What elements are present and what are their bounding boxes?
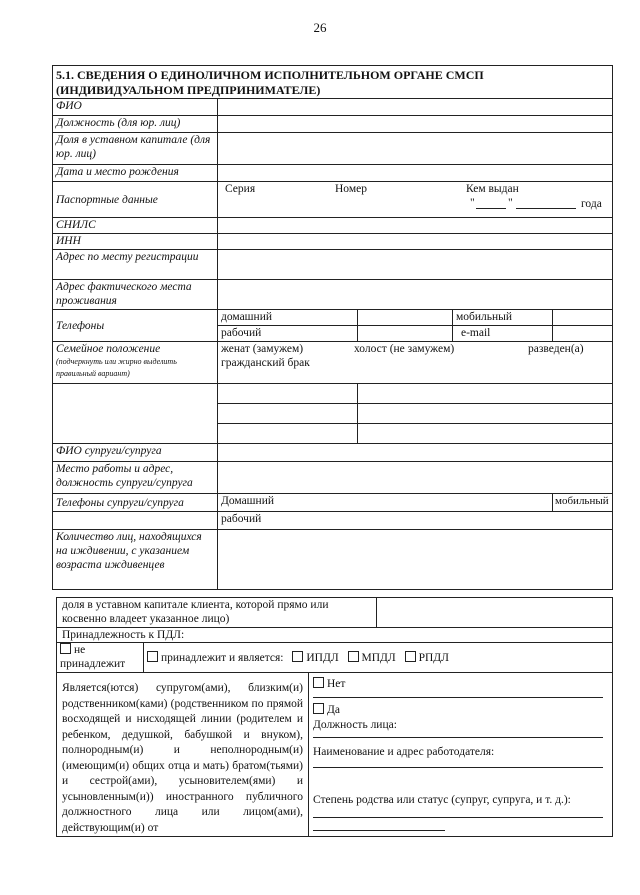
marital-civil[interactable]: гражданский брак: [221, 357, 310, 369]
inn-label: ИНН: [53, 234, 218, 250]
email-label: e-mail: [453, 326, 553, 342]
extra-cell[interactable]: [218, 424, 358, 444]
extra-cell[interactable]: [358, 404, 613, 424]
section-title: 5.1. СВЕДЕНИЯ О ЕДИНОЛИЧНОМ ИСПОЛНИТЕЛЬНОМ ОРГАНЕ СМСП (ИНДИВИДУАЛЬНОМ ПРЕДПРИНИМАТЕЛЕ): [53, 66, 613, 99]
relatives-kinship: Степень родства или статус (супруг, супруга, и т. д.):: [313, 794, 571, 806]
position-line[interactable]: [313, 737, 603, 738]
dependents-value[interactable]: [218, 530, 613, 590]
pdl-not-cell[interactable]: [57, 643, 144, 673]
email-value[interactable]: [553, 326, 613, 342]
extra-blank-label: [53, 384, 218, 444]
phone-work-value[interactable]: [358, 326, 453, 342]
passport-quote-close: ": [508, 197, 513, 209]
passport-day-line: [476, 208, 506, 209]
checkbox-icon[interactable]: [405, 651, 416, 662]
marital-single[interactable]: холост (не замужем): [354, 343, 455, 355]
relatives-position: Должность лица:: [313, 719, 397, 731]
extra-cell[interactable]: [358, 384, 613, 404]
spouse-fio-value[interactable]: [218, 444, 613, 462]
relatives-no: Нет: [327, 678, 346, 690]
phone-work-label: рабочий: [218, 326, 358, 342]
extra-cell[interactable]: [218, 384, 358, 404]
snils-label: СНИЛС: [53, 218, 218, 234]
share-owned-label: доля в уставном капитале клиента, которой прямо или косвенно владеет указанное лицо): [57, 598, 377, 628]
dependents-label: Количество лиц, находящихся на иждивении, с указанием возраста иждивенцев: [53, 530, 218, 590]
pdl-mpdl: МПДЛ: [361, 651, 396, 664]
pdl-table: [56, 597, 613, 837]
inn-value[interactable]: [218, 234, 613, 250]
passport-series: Серия: [225, 183, 256, 195]
employer-line[interactable]: [313, 767, 603, 768]
birth-value[interactable]: [218, 165, 613, 182]
spouse-phones-blank: [53, 512, 218, 530]
checkbox-icon[interactable]: [348, 651, 359, 662]
phone-home-label: домашний: [218, 310, 358, 326]
marital-divorced[interactable]: разведен(а): [528, 343, 584, 355]
pdl-rpdl: РПДЛ: [418, 651, 449, 664]
pdl-belongs-cell: [144, 643, 613, 673]
birth-label: Дата и место рождения: [53, 165, 218, 182]
checkbox-icon[interactable]: [313, 703, 324, 714]
smsp-info-table: [52, 65, 613, 590]
fio-label: ФИО: [53, 99, 218, 116]
share-owned-value[interactable]: [377, 598, 613, 628]
extra-cell[interactable]: [358, 424, 613, 444]
passport-month-line: [516, 208, 576, 209]
passport-label: Паспортные данные: [53, 182, 218, 218]
fact-address-label: Адрес фактического места проживания: [53, 280, 218, 310]
reg-address-label: Адрес по месту регистрации: [53, 250, 218, 280]
marital-label-cell: [53, 342, 218, 384]
position-value[interactable]: [218, 116, 613, 133]
reg-address-value[interactable]: [218, 250, 613, 280]
spouse-work-value[interactable]: [218, 462, 613, 494]
passport-issued: Кем выдан: [466, 183, 519, 195]
relatives-answers: [309, 673, 613, 837]
kinship-line[interactable]: [313, 817, 603, 818]
fio-value[interactable]: [218, 99, 613, 116]
share-label: Доля в уставном капитале (для юр. лиц): [53, 133, 218, 165]
spouse-phones-label: Телефоны супруги/супруга: [53, 494, 218, 512]
pdl-not-belongs: не принадлежит: [60, 644, 126, 670]
share-value[interactable]: [218, 133, 613, 165]
marital-married[interactable]: женат (замужем): [221, 343, 304, 355]
phone-home-value[interactable]: [358, 310, 453, 326]
spouse-fio-label: ФИО супруги/супруга: [53, 444, 218, 462]
passport-value[interactable]: [218, 182, 613, 218]
marital-note: (подчеркнуть или жирно выделить правильный вариант): [56, 357, 177, 378]
fact-address-value[interactable]: [218, 280, 613, 310]
page-number: 26: [313, 20, 327, 35]
divider: [313, 697, 603, 698]
relatives-text: Является(ются) супругом(ами), близким(и) родственником(ками) (родственником по прямой восходящей и нисходящей линии (родителем и ребенком, дедушкой, бабушкой и внуком), полнородным(и) и неполнородным(и) (имеющим(и) общих отца и мать) братом(тьями) и сестрой(ами), усыновителем(ями) и усыновленным(и)) иностранного публичного должностного лица или лицом(ами), действующим(и) от: [57, 673, 309, 837]
checkbox-icon[interactable]: [292, 651, 303, 662]
phone-mobile-value[interactable]: [553, 310, 613, 326]
phones-label: Телефоны: [53, 310, 218, 342]
relatives-employer: Наименование и адрес работодателя:: [313, 746, 495, 758]
position-label: Должность (для юр. лиц): [53, 116, 218, 133]
spouse-work-label: Место работы и адрес, должность супруги/супруга: [53, 462, 218, 494]
checkbox-icon[interactable]: [60, 643, 71, 654]
marital-options: [218, 342, 613, 384]
spouse-phone-mobile-label: мобильный: [553, 494, 613, 512]
passport-quote-open: ": [470, 197, 475, 209]
pdl-ipdl: ИПДЛ: [306, 651, 339, 664]
passport-year: года: [581, 198, 602, 210]
spouse-phone-work-label: рабочий: [218, 512, 613, 530]
spouse-phone-home-label: Домашний: [218, 494, 553, 512]
relatives-yes: Да: [327, 704, 340, 716]
marital-label: Семейное положение: [56, 343, 161, 355]
snils-value[interactable]: [218, 218, 613, 234]
pdl-belongs: принадлежит и является:: [161, 651, 284, 664]
checkbox-icon[interactable]: [313, 677, 324, 688]
kinship-line-2[interactable]: [313, 830, 445, 831]
passport-number: Номер: [335, 183, 367, 195]
checkbox-icon[interactable]: [147, 651, 158, 662]
phone-mobile-label: мобильный: [453, 310, 553, 326]
extra-cell[interactable]: [218, 404, 358, 424]
pdl-heading: Принадлежность к ПДЛ:: [57, 628, 613, 643]
